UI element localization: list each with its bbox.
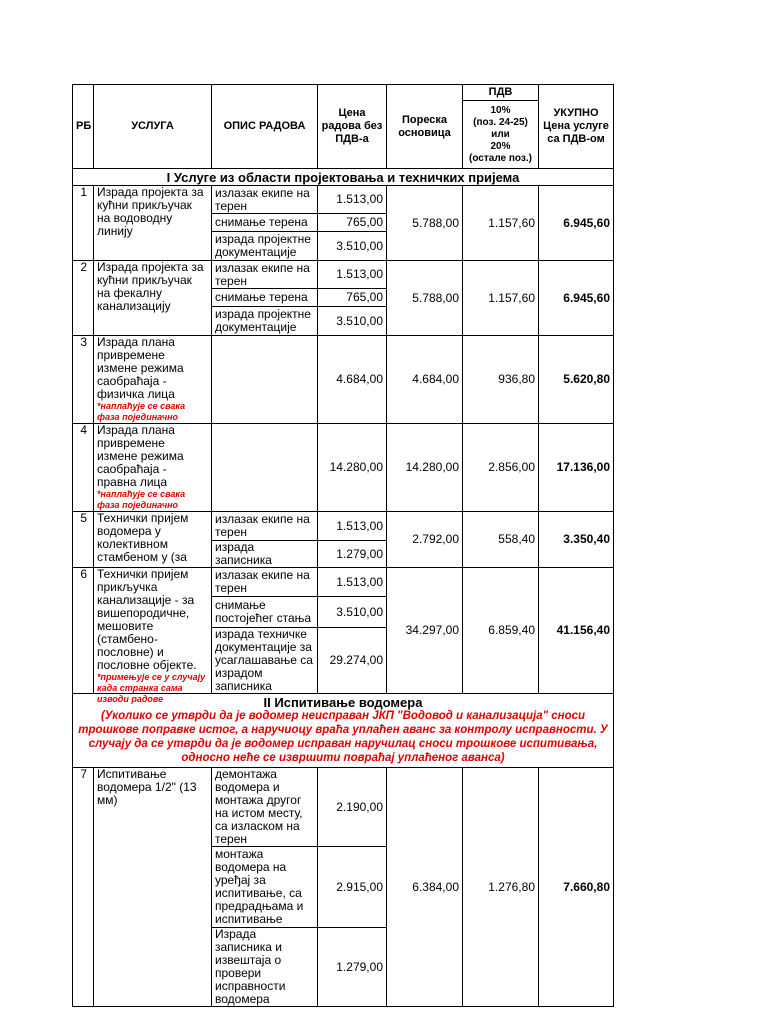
work-price: 1.513,00 — [318, 568, 387, 597]
tax-base: 2.792,00 — [387, 512, 463, 568]
section-2-note: (Уколико се утврди да је водомер неисправан ЈКП "Водовод и канализација" сноси трошкове поправке истог, а наручиоцу враћа уплаћен аванс за контролу исправности. У случају да се утврди да је водомер исправан наручилац сноси трошкове испитивања, односно неће се извршити повраћај уплаћеног аванса) — [78, 710, 608, 764]
tax-base: 5.788,00 — [387, 261, 463, 336]
work-description: снимање терена — [212, 289, 318, 307]
work-price: 3.510,00 — [318, 307, 387, 336]
service-name: Израда плана привремене измене режима саобраћаја - правна лица — [97, 423, 184, 489]
service-name: Технички пријем водомера у колективном стамбеном у (за — [97, 511, 189, 564]
service-cell — [94, 512, 212, 568]
tax-base: 5.788,00 — [387, 186, 463, 261]
service-note: *наплаћује се свака фаза појединачно — [97, 401, 186, 422]
vat-amount: 1.276,80 — [463, 768, 539, 1007]
header-description: ОПИС РАДОВА — [212, 85, 318, 169]
work-price: 765,00 — [318, 289, 387, 307]
work-price: 2.190,00 — [318, 768, 387, 847]
service-cell — [94, 567, 212, 704]
header-tax-base: Пореска основица — [387, 85, 463, 169]
vat-or: или — [491, 128, 510, 140]
work-description: израда записника — [212, 541, 318, 568]
work-description: Израда записника и извештаја о провери исправности водомера — [212, 928, 318, 1007]
work-price: 1.513,00 — [318, 186, 387, 214]
total-amount: 3.350,40 — [539, 512, 614, 568]
vat-amount: 6.859,40 — [463, 568, 539, 694]
vat-rate-1: 10% — [490, 104, 511, 116]
row-number: 6 — [73, 568, 94, 694]
vat-amount: 1.157,60 — [463, 261, 539, 336]
vat-positions-1: (поз. 24-25) — [473, 116, 528, 128]
row-number: 7 — [73, 768, 94, 1007]
row-number: 3 — [73, 336, 94, 424]
work-price: 29.274,00 — [318, 628, 387, 694]
tax-base: 4.684,00 — [387, 336, 463, 424]
price-list-table — [72, 84, 614, 1007]
work-description: израда техничке документације за усаглашавање са израдом записника — [212, 628, 318, 694]
row-number: 1 — [73, 186, 94, 261]
work-description: излазак екипе на терен — [212, 261, 318, 289]
work-price: 1.279,00 — [318, 541, 387, 568]
row-number: 4 — [73, 424, 94, 512]
vat-amount: 1.157,60 — [463, 186, 539, 261]
service-cell: Израда пројекта за кућни прикључак на водоводну линију — [94, 186, 212, 261]
tax-base: 14.280,00 — [387, 424, 463, 512]
vat-rate-2: 20% — [490, 140, 511, 152]
total-amount: 17.136,00 — [539, 424, 614, 512]
service-cell-content — [97, 567, 208, 704]
vat-positions-2: (остале поз.) — [469, 152, 532, 164]
vat-amount: 2.856,00 — [463, 424, 539, 512]
service-cell: Израда пројекта за кућни прикључак на фекалну канализацију — [94, 261, 212, 336]
service-name: Технички пријем прикључка канализације - за вишепородичне, мешовите (стамбено-пословне) и пословне објекте. — [97, 567, 197, 672]
header-total: УКУПНО Цена услуге са ПДВ-ом — [539, 85, 614, 169]
header-vat: ПДВ — [463, 85, 539, 101]
work-price: 1.513,00 — [318, 261, 387, 289]
work-description: снимање постојећег стања — [212, 597, 318, 628]
tax-base: 6.384,00 — [387, 768, 463, 1007]
header-vat-detail — [463, 101, 539, 169]
work-description: демонтажа водомера и монтажа другог на истом месту, са изласком на терен — [212, 768, 318, 847]
total-amount: 5.620,80 — [539, 336, 614, 424]
work-price: 765,00 — [318, 214, 387, 232]
total-amount: 6.945,60 — [539, 261, 614, 336]
total-amount: 41.156,40 — [539, 568, 614, 694]
work-description: излазак екипе на терен — [212, 186, 318, 214]
work-description: излазак екипе на терен — [212, 512, 318, 541]
service-cell — [94, 424, 212, 512]
work-description: излазак екипе на терен — [212, 568, 318, 597]
service-note: *наплаћује се свака фаза појединачно — [97, 489, 186, 510]
work-price: 1.513,00 — [318, 512, 387, 541]
work-description: монтажа водомера на уређај за испитивање, са предрадњама и испитивање — [212, 847, 318, 928]
service-cell — [94, 336, 212, 424]
tax-base: 34.297,00 — [387, 568, 463, 694]
service-name: Израда плана привремене измене режима саобраћаја - физичка лица — [97, 335, 184, 401]
work-description: израда пројектне документације — [212, 232, 318, 261]
work-description: израда пројектне документације — [212, 307, 318, 336]
work-description — [212, 424, 318, 512]
work-price: 1.279,00 — [318, 928, 387, 1007]
total-amount: 6.945,60 — [539, 186, 614, 261]
header-rb: РБ — [73, 85, 94, 169]
header-price: Цена радова без ПДВ-а — [318, 85, 387, 169]
vat-amount: 936,80 — [463, 336, 539, 424]
work-price: 4.684,00 — [318, 336, 387, 424]
row-number: 2 — [73, 261, 94, 336]
section-2-title: II Испитивање водомера — [263, 695, 423, 710]
section-1-title: I Услуге из области пројектовања и техничких пријема — [73, 169, 614, 186]
row-number: 5 — [73, 512, 94, 568]
work-description — [212, 336, 318, 424]
work-price: 3.510,00 — [318, 232, 387, 261]
vat-amount: 558,40 — [463, 512, 539, 568]
work-price: 14.280,00 — [318, 424, 387, 512]
work-description: снимање терена — [212, 214, 318, 232]
total-amount: 7.660,80 — [539, 768, 614, 1007]
service-cell: Испитивање водомера 1/2" (13 мм) — [94, 768, 212, 1007]
work-price: 3.510,00 — [318, 597, 387, 628]
header-service: УСЛУГА — [94, 85, 212, 169]
service-note: *примењује се у случају када странка сама изводи радове — [97, 672, 206, 704]
work-price: 2.915,00 — [318, 847, 387, 928]
